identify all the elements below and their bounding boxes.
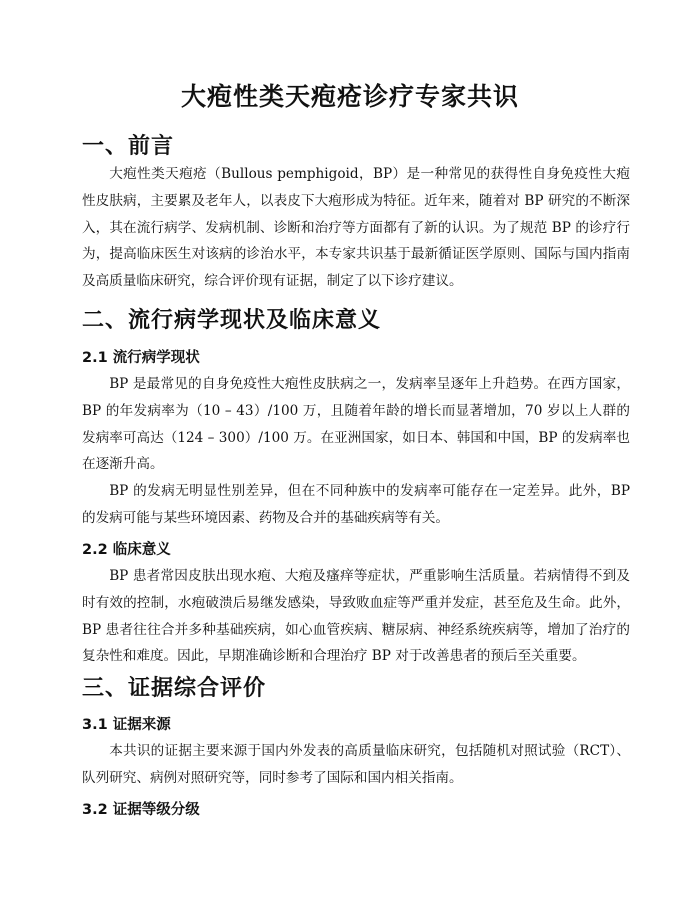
paragraph-2-1-a: BP 是最常见的自身免疫性大疱性皮肤病之一，发病率呈逐年上升趋势。在西方国家，BP 的年发病率为（10 – 43）/100 万，且随着年龄的增长而显著增加，70 岁以上人群的发病率可高达（124 – 300）/100 万。在亚洲国家，如日本、韩国和中国，BP 的发病率也在逐渐升高。	[82, 376, 630, 473]
section-heading-evidence: 三、证据综合评价	[82, 676, 267, 701]
section-heading-preface: 一、前言	[82, 134, 175, 159]
subsection-heading-2-2: 2.2 临床意义	[82, 542, 171, 558]
subsection-heading-3-1: 3.1 证据来源	[82, 717, 171, 733]
subsection-heading-2-1: 2.1 流行病学现状	[82, 350, 200, 366]
subsection-heading-3-2: 3.2 证据等级分级	[82, 802, 200, 818]
paragraph-3-1: 本共识的证据主要来源于国内外发表的高质量临床研究，包括随机对照试验（RCT）、队列研究、病例对照研究等，同时参考了国际和国内相关指南。	[82, 743, 630, 786]
section-heading-epidemiology: 二、流行病学现状及临床意义	[82, 308, 382, 333]
document-title: 大疱性类天疱疮诊疗专家共识	[180, 82, 519, 111]
paragraph-2-2: BP 患者常因皮肤出现水疱、大疱及瘙痒等症状，严重影响生活质量。若病情得不到及时有效的控制，水疱破溃后易继发感染，导致败血症等严重并发症，甚至危及生命。此外，BP 患者往往合并多种基础疾病，如心血管疾病、糖尿病、神经系统疾病等，增加了治疗的复杂性和难度。因此，早期准确诊断和合理治疗 BP 对于改善患者的预后至关重要。	[82, 568, 630, 665]
paragraph-preface: 大疱性类天疱疮（Bullous pemphigoid，BP）是一种常见的获得性自身免疫性大疱性皮肤病，主要累及老年人，以表皮下大疱形成为特征。近年来，随着对 BP 研究的不断深入，其在流行病学、发病机制、诊断和治疗等方面都有了新的认识。为了规范 BP 的诊疗行为，提高临床医生对该病的诊治水平，本专家共识基于最新循证医学原则、国际与国内指南及高质量临床研究，综合评价现有证据，制定了以下诊疗建议。	[82, 166, 630, 290]
paragraph-2-1-b: BP 的发病无明显性别差异，但在不同种族中的发病率可能存在一定差异。此外，BP 的发病可能与某些环境因素、药物及合并的基础疾病等有关。	[82, 483, 630, 526]
